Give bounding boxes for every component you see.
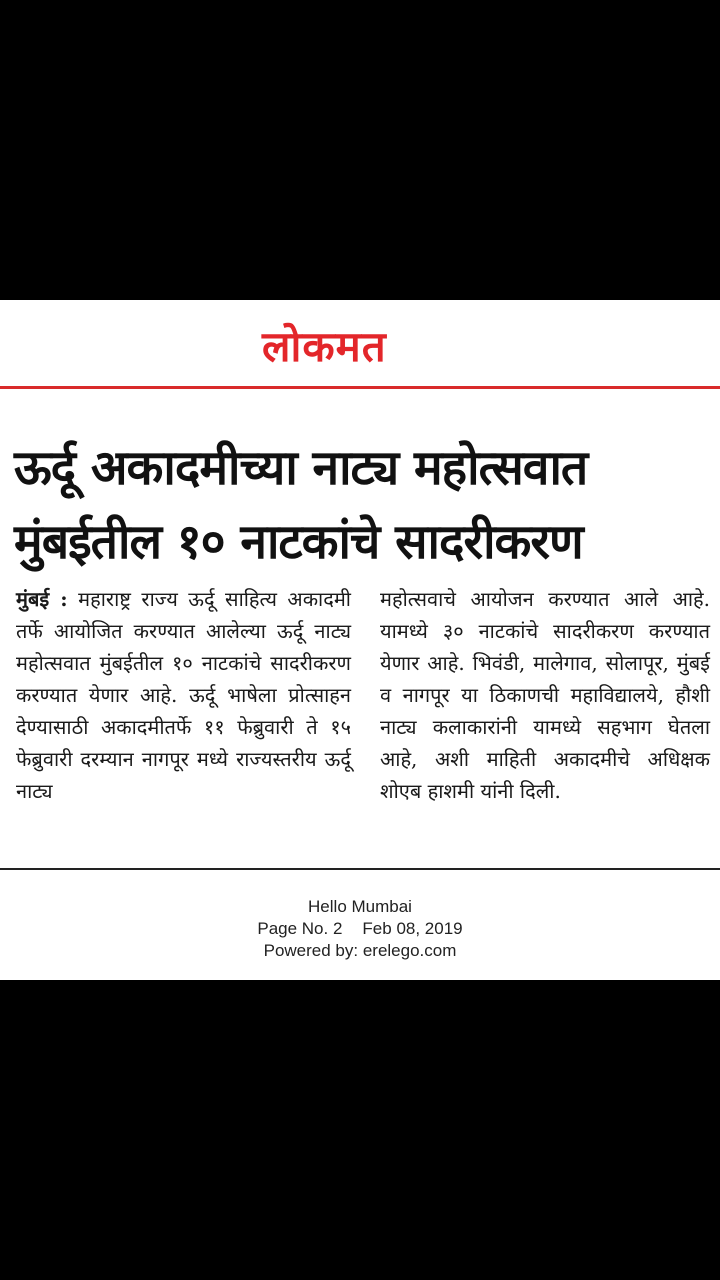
page-number: Page No. 2: [257, 919, 343, 938]
masthead: [0, 300, 720, 388]
publish-date: Feb 08, 2019: [362, 919, 463, 938]
powered-by: Powered by: erelego.com: [263, 941, 457, 960]
edition-name: Hello Mumbai: [308, 897, 412, 916]
article-column-2: [380, 583, 710, 807]
column-2-text: महोत्सवाचे आयोजन करण्यात आले आहे. यामध्ये ३० नाटकांचे सादरीकरण करण्यात येणार आहे. भिवंडी, मालेगाव, सोलापूर, मुंबई व नागपूर या ठिकाणची महाविद्यालये, हौशी नाट्य कलाकारांनी यामध्ये सहभाग घेतला आहे, अशी माहिती अकादमीचे अधिक्षक शोएब हाशमी यांनी दिली.: [380, 587, 710, 803]
article-column-1: [16, 583, 351, 807]
headline-line-2: मुंबईतील १० नाटकांचे सादरीकरण: [14, 514, 583, 570]
dateline: मुंबई :: [16, 587, 68, 611]
clipping-footer: [0, 896, 720, 962]
column-1-text: महाराष्ट्र राज्य ऊर्दू साहित्य अकादमी तर्फे आयोजित करण्यात आलेल्या ऊर्दू नाट्य महोत्सवात मुंबईतील १० नाटकांचे सादरीकरण करण्यात येणार आहे. ऊर्दू भाषेला प्रोत्साहन देण्यासाठी अकादमीतर्फे ११ फेब्रुवारी ते १५ फेब्रुवारी दरम्यान नागपूर मध्ये राज्यस्तरीय ऊर्दू नाट्य: [16, 587, 351, 803]
newspaper-clipping: [0, 300, 720, 980]
masthead-rule: [0, 386, 720, 389]
lokmat-logo: लोकमत: [262, 322, 387, 371]
page-date-row: [0, 918, 720, 940]
footer-divider: [0, 868, 720, 870]
headline-line-1: ऊर्दू अकादमीच्या नाट्य महोत्सवात: [14, 440, 588, 496]
